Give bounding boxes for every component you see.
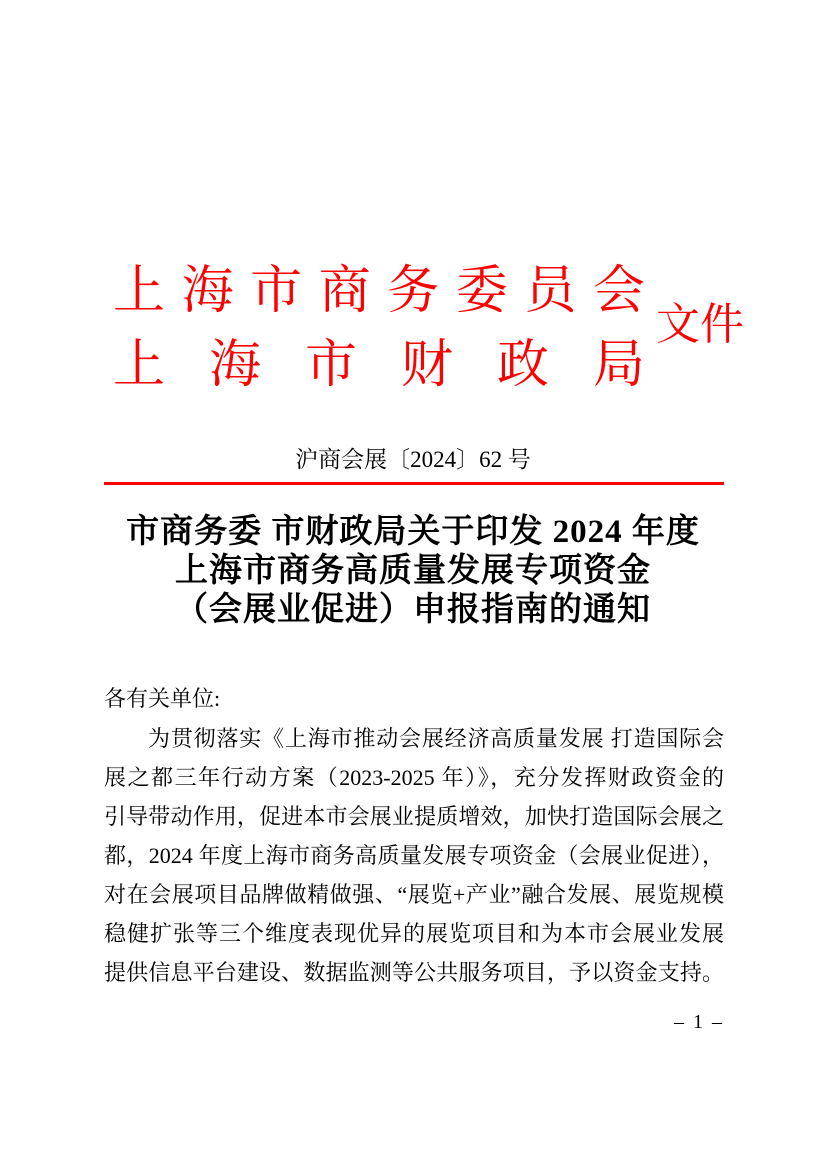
letterhead-doc-type-label: 文件	[656, 300, 744, 349]
paragraph-line: 提供信息平台建设、数据监测等公共服务项目，予以资金支持。	[104, 960, 724, 985]
document-title-line-1: 市商务委 市财政局关于印发 2024 年度	[126, 514, 700, 550]
page-number: – 1 –	[674, 1011, 724, 1033]
letterhead-issuer-line-1: 上 海 市 商 务 委 员 会	[113, 263, 645, 320]
letterhead-issuer-line-2: 上 海 市 财 政 局	[113, 337, 645, 394]
document-title-line-2: 上海市商务高质量发展专项资金	[175, 553, 651, 589]
document-title	[0, 513, 826, 630]
red-separator-line	[104, 482, 724, 485]
body-paragraph	[104, 719, 724, 992]
paragraph-line: 引导带动作用，促进本市会展业提质增效，加快打造国际会展之	[104, 804, 724, 829]
paragraph-line: 展之都三年行动方案（2023-2025 年）》，充分发挥财政资金的	[104, 765, 724, 790]
paragraph-line: 都，2024 年度上海市商务高质量发展专项资金（会展业促进），	[104, 843, 724, 868]
document-number: 沪商会展〔2024〕62 号	[295, 447, 531, 472]
document-title-line-3: （会展业促进）申报指南的通知	[175, 592, 651, 628]
paragraph-line: 稳健扩张等三个维度表现优异的展览项目和为本市会展业发展	[104, 921, 724, 946]
salutation: 各有关单位:	[104, 686, 221, 711]
paragraph-line: 对在会展项目品牌做精做强、“展览+产业”融合发展、展览规模	[104, 882, 724, 907]
paragraph-line: 为贯彻落实《上海市推动会展经济高质量发展 打造国际会	[148, 726, 724, 751]
